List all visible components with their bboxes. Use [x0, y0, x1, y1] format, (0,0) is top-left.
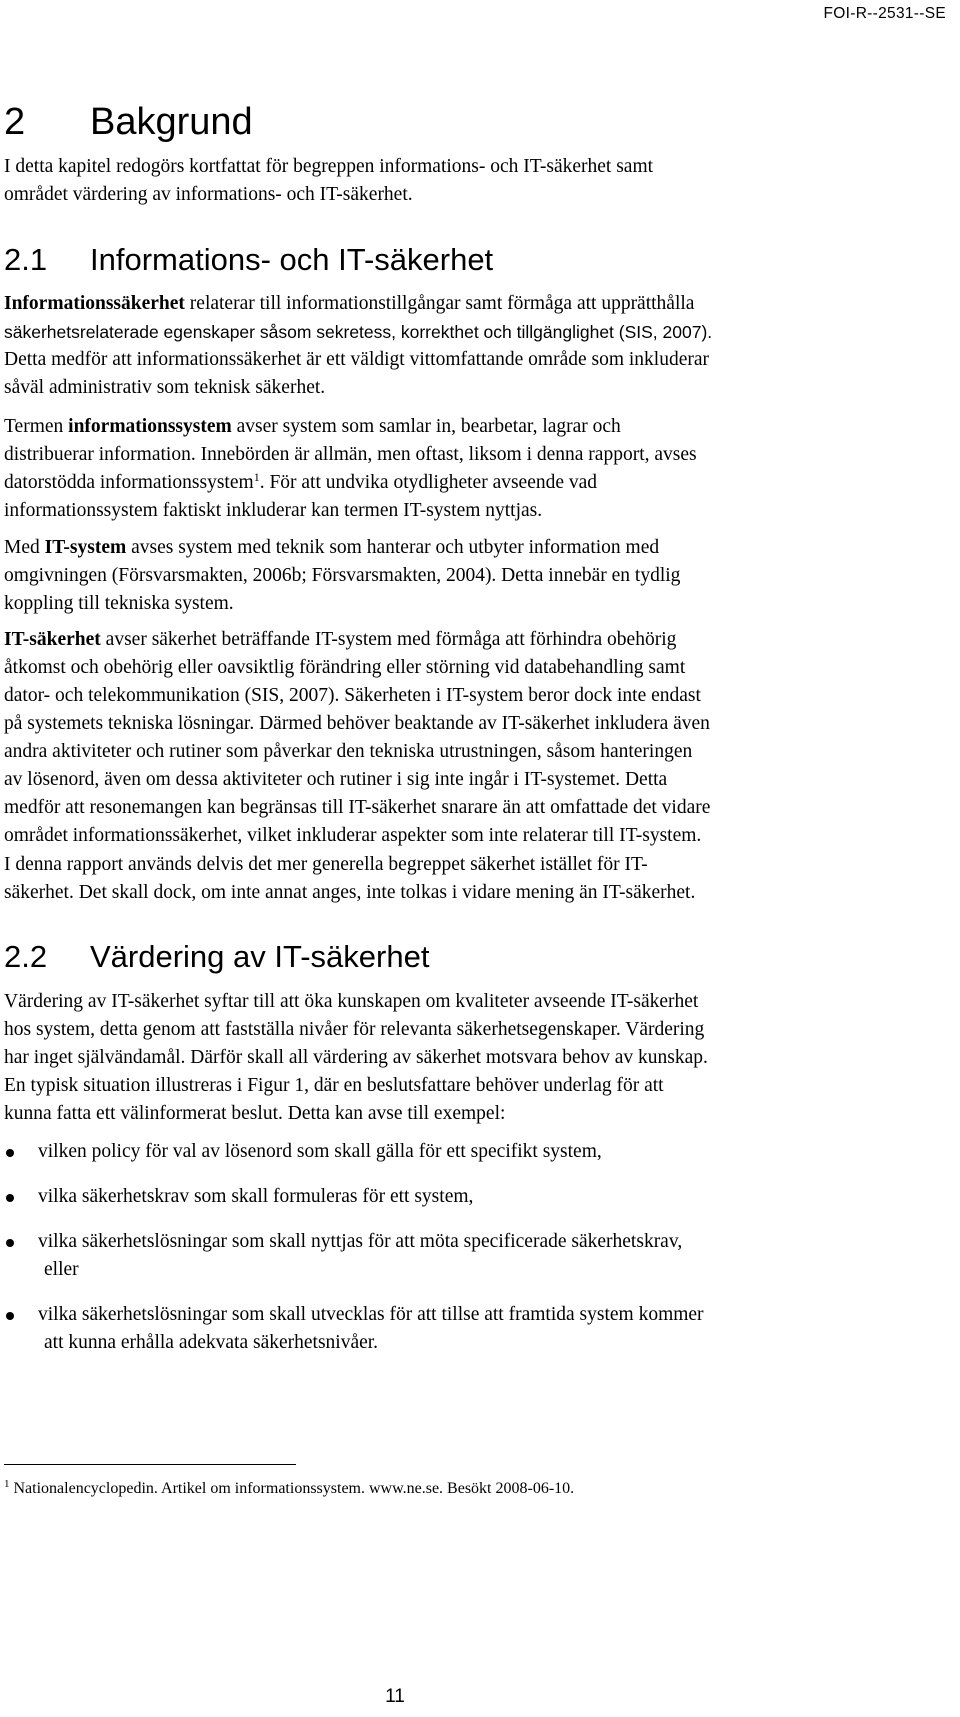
text-line: säkerhetsrelaterade egenskaper såsom sekretess, korrekthet och tillgänglighet (SIS, 2007). [4, 322, 713, 342]
text-line: dator- och telekommunikation (SIS, 2007). Säkerheten i IT-system beror dock inte endast [4, 685, 701, 706]
text-line: distribuerar information. Innebörden är allmän, men oftast, liksom i denna rapport, avses [4, 444, 697, 465]
paragraph-informationssakerhet: Informationssäkerhet relaterar till informationstillgångar samt förmåga att upprätthålla säkerhetsrelaterade egenskaper såsom sekretess, korrekthet och tillgänglighet (SIS, 2007). Detta medför att informationssäkerhet är ett väldigt vittomfattande område som inkluderar såväl administrativ som teknisk säkerhet. [4, 290, 856, 402]
text-line: I detta kapitel redogörs kortfattat för begreppen informations- och IT-säkerhet samt [4, 156, 654, 177]
footnote-reference[interactable]: 1 [253, 470, 260, 484]
bullet-icon [6, 1312, 14, 1320]
chapter-number: 2 [4, 101, 26, 143]
text-line: området informationssäkerhet, vilket inkluderar aspekter som inte relaterar till IT-system. [4, 825, 702, 846]
term-it-system: IT-system [44, 537, 127, 558]
text-line: på systemets tekniska lösningar. Därmed behöver beaktande av IT-säkerhet inkludera även [4, 713, 710, 734]
text-line: medför att resonemangen kan begränsas till IT-säkerhet snarare än att omfattade det vidare [4, 797, 711, 818]
bullet-list [0, 1138, 900, 1357]
bullet-icon [6, 1149, 14, 1157]
footnote [4, 1478, 574, 1500]
footnote-mark: 1 [4, 1478, 10, 1490]
text-line: av lösenord, även om dessa aktiviteter och rutiner i sig inte ingår i IT-systemet. Detta [4, 769, 668, 790]
bullet-icon [6, 1194, 14, 1202]
list-item: vilka säkerhetslösningar som skall utvecklas för att tillse att framtida system kommer att kunna erhålla adekvata säkerhetsnivåer. [0, 1301, 900, 1357]
text-line: I denna rapport används delvis det mer generella begreppet säkerhet istället för IT- [4, 854, 648, 875]
text-line: hos system, detta genom att fastställa nivåer för relevanta säkerhetsegenskaper. Värdering [4, 1019, 705, 1040]
term-it-sakerhet: IT-säkerhet [4, 629, 101, 650]
chapter-title: Bakgrund [90, 101, 253, 143]
text-line: omgivningen (Försvarsmakten, 2006b; Försvarsmakten, 2004). Detta innebär en tydlig [4, 565, 681, 586]
footnote-divider [4, 1464, 296, 1465]
text-line: området värdering av informations- och IT-säkerhet. [4, 184, 413, 205]
paragraph-it-system: Med IT-system avses system med teknik som hanterar och utbyter information med omgivningen (Försvarsmakten, 2006b; Försvarsmakten, 2004). Detta innebär en tydlig koppling till tekniska system. [4, 534, 856, 618]
paragraph-it-sakerhet: IT-säkerhet avser säkerhet beträffande IT-system med förmåga att förhindra obehörig åtkomst och obehörig eller oavsiktlig förändring eller störning vid databehandling samt dator- och telekommunikation (SIS, 2007). Säkerheten i IT-system beror dock inte endast på systemets tekniska lösningar. Därmed behöver beaktande av IT-säkerhet inkludera även andra aktiviteter och rutiner som påverkar den tekniska utrustningen, såsom hanteringen av lösenord, även om dessa aktiviteter och rutiner i sig inte ingår i IT-systemet. Detta medför att resonemangen kan begränsas till IT-säkerhet snarare än att omfattade det vidare området informationssäkerhet, vilket inkluderar aspekter som inte relaterar till IT-system. [4, 626, 856, 850]
footnote-text: Nationalencyclopedin. Artikel om informationssystem. www.ne.se. Besökt 2008-06-10. [9, 1480, 575, 1497]
report-code: FOI-R--2531--SE [823, 5, 946, 22]
text-line: koppling till tekniska system. [4, 593, 234, 614]
text-line: andra aktiviteter och rutiner som påverkar den tekniska utrustningen, såsom hanteringen [4, 741, 693, 762]
section-number: 2.2 [4, 939, 48, 974]
term-informationssakerhet: Informationssäkerhet [4, 293, 185, 314]
section-heading-2-1 [4, 241, 493, 279]
chapter-heading [4, 100, 253, 144]
bullet-icon [6, 1239, 14, 1247]
text-line: Detta medför att informationssäkerhet är ett väldigt vittomfattande område som inkluderar [4, 349, 710, 370]
list-item: vilken policy för val av lösenord som skall gälla för ett specifikt system, [0, 1138, 900, 1166]
section-number: 2.1 [4, 242, 48, 277]
paragraph-vardering [4, 988, 856, 1128]
section-title: Värdering av IT-säkerhet [90, 939, 430, 974]
term-informationssystem: informationssystem [68, 416, 232, 437]
list-item: vilka säkerhetskrav som skall formuleras för ett system, [0, 1183, 900, 1211]
text-line: såväl administrativ som teknisk säkerhet. [4, 377, 326, 398]
text-line: har inget självändamål. Därför skall all värdering av säkerhet motsvara behov av kunskap. [4, 1047, 708, 1068]
page-number: 11 [385, 1686, 405, 1707]
text-line: informationssystem faktiskt inkluderar kan termen IT-system nyttjas. [4, 500, 543, 521]
text-line: åtkomst och obehörig eller oavsiktlig förändring eller störning vid databehandling samt [4, 657, 686, 678]
paragraph-informationssystem: Termen informationssystem avser system som samlar in, bearbetar, lagrar och distribuerar information. Innebörden är allmän, men oftast, liksom i denna rapport, avses datorstödda informationssystem$^1$. För att undvika otydligheter avseende vad informationssystem faktiskt inkluderar kan termen IT-system nyttjas. [4, 413, 856, 525]
text-line: Värdering av IT-säkerhet syftar till att öka kunskapen om kvaliteter avseende IT-säkerhet [4, 991, 699, 1012]
text-line: kunna fatta ett välinformerat beslut. Detta kan avse till exempel: [4, 1103, 506, 1124]
list-item: vilka säkerhetslösningar som skall nyttjas för att möta specificerade säkerhetskrav, eller [0, 1228, 900, 1284]
section-heading-2-2 [4, 938, 429, 976]
text-line: En typisk situation illustreras i Figur 1, där en beslutsfattare behöver underlag för att [4, 1075, 664, 1096]
paragraph-begrepp [4, 851, 856, 907]
chapter-intro [4, 153, 856, 209]
section-title: Informations- och IT-säkerhet [90, 242, 494, 277]
text-line: säkerhet. Det skall dock, om inte annat anges, inte tolkas i vidare mening än IT-säkerhet. [4, 882, 696, 903]
